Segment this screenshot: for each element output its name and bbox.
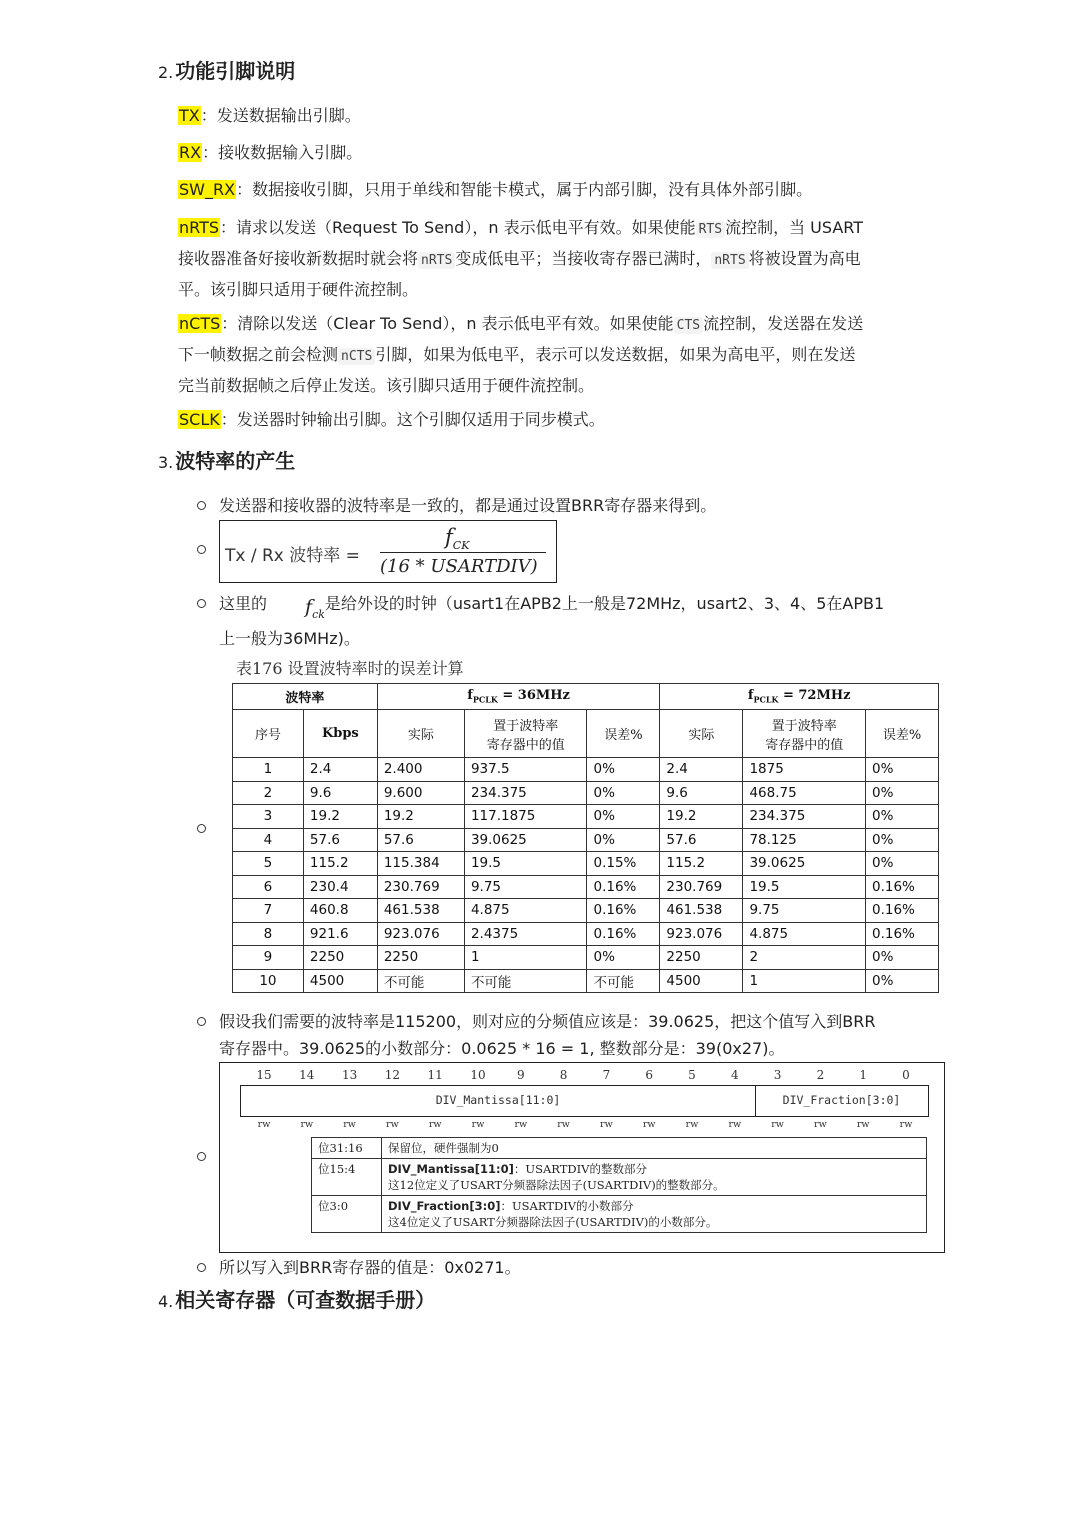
text: 下一帧数据之前会检测 <box>178 345 339 364</box>
bullet-icon <box>197 1017 206 1026</box>
formula-lhs: Tx / Rx 波特率 = <box>225 546 360 566</box>
baud-bullet-3-cont: 上一般为36MHz)。 <box>219 629 360 648</box>
table-cell: 937.5 <box>464 758 587 782</box>
table-cell: 9.600 <box>377 781 464 805</box>
table-cell: 2.4 <box>660 758 743 782</box>
table-row <box>233 969 939 993</box>
bullet-icon <box>197 501 206 510</box>
table-cell: 57.6 <box>377 828 464 852</box>
table-cell: 0% <box>587 828 660 852</box>
pin-desc: ：接收数据输入引脚。 <box>202 143 363 162</box>
table-cell: 0% <box>866 781 939 805</box>
register-field-box <box>240 1085 929 1117</box>
table-cell: 460.8 <box>303 899 377 923</box>
col-header: 误差% <box>587 710 660 758</box>
text: 平。该引脚只适用于硬件流控制。 <box>178 280 419 299</box>
table-cell: 117.1875 <box>464 805 587 829</box>
desc-text <box>382 1196 927 1233</box>
table-row <box>233 828 939 852</box>
table-cell: 57.6 <box>303 828 377 852</box>
table-cell: 0.16% <box>866 922 939 946</box>
desc-pos: 位3:0 <box>312 1196 382 1233</box>
col-header: 误差% <box>866 710 939 758</box>
section-title: 相关寄存器（可查数据手册） <box>175 1288 436 1312</box>
pin-name: TX <box>179 106 200 125</box>
desc-line: ：USARTDIV的整数部分 <box>513 1162 647 1176</box>
table-row <box>233 946 939 970</box>
header-f72 <box>660 684 939 710</box>
text: ：请求以发送（Request To Send），n 表示低电平有效。如果使能 <box>220 218 696 237</box>
pin-rx <box>178 138 362 167</box>
baud-bullet-3 <box>219 589 884 625</box>
table-cell: 3 <box>233 805 304 829</box>
rw-label: rw <box>899 1119 913 1130</box>
table-cell: 2.4 <box>303 758 377 782</box>
text: 这里的 <box>219 594 268 613</box>
table-cell: 923.076 <box>377 922 464 946</box>
desc-text <box>382 1159 927 1196</box>
baud-error-table <box>232 683 939 993</box>
pin-name: SCLK <box>179 410 220 429</box>
table-cell: 19.2 <box>377 805 464 829</box>
table-cell: 19.2 <box>303 805 377 829</box>
text: 流控制，发送器在发送 <box>703 314 864 333</box>
bullet-icon <box>197 545 206 554</box>
table-cell: 6 <box>233 875 304 899</box>
table-cell: 不可能 <box>377 969 464 993</box>
f-value: = 36MHz <box>497 688 570 704</box>
formula-denominator: (16 * USARTDIV) <box>380 556 538 577</box>
table-cell: 7 <box>233 899 304 923</box>
table-cell: 0% <box>587 781 660 805</box>
bit-number: 15 <box>256 1068 272 1082</box>
bit-number: 14 <box>299 1068 315 1082</box>
table-cell: 468.75 <box>743 781 866 805</box>
bit-number: 11 <box>427 1068 443 1082</box>
pin-desc: ：数据接收引脚，只用于单线和智能卡模式，属于内部引脚，没有具体外部引脚。 <box>236 180 813 199</box>
pin-tx <box>178 101 361 130</box>
section-title: 功能引脚说明 <box>175 59 296 83</box>
bit-number: 4 <box>730 1068 739 1082</box>
pin-name: RX <box>179 143 202 162</box>
baud-bullet-5-cont: 寄存器中。39.0625的小数部分：0.0625 * 16 = 1, 整数部分是：39(0x27)。 <box>219 1039 785 1058</box>
rw-label: rw <box>814 1119 827 1130</box>
desc-pos: 位15:4 <box>312 1159 382 1196</box>
table-cell: 39.0625 <box>464 828 587 852</box>
bit-number: 2 <box>816 1068 825 1082</box>
section-number: 3. <box>158 453 174 472</box>
table-cell: 4.875 <box>743 922 866 946</box>
table-cell: 0% <box>587 805 660 829</box>
table-cell: 2250 <box>660 946 743 970</box>
code-nrts: nRTS <box>711 252 748 269</box>
text: 变成低电平；当接收寄存器已满时， <box>455 249 712 268</box>
baud-bullet-7: 所以写入到BRR寄存器的值是：0x0271。 <box>219 1258 521 1277</box>
text: 引脚，如果为低电平，表示可以发送数据，如果为高电平，则在发送 <box>375 345 856 364</box>
table-row <box>233 899 939 923</box>
text: 接收器准备好接收新数据时就会将 <box>178 249 419 268</box>
table-row <box>233 852 939 876</box>
code-rts: RTS <box>696 221 725 238</box>
table-cell: 461.538 <box>660 899 743 923</box>
col-header-line: 置于波特率 <box>493 718 559 734</box>
table-cell: 10 <box>233 969 304 993</box>
rw-label: rw <box>557 1119 570 1130</box>
desc-line: 这4位定义了USART分频器除法因子(USARTDIV)的小数部分。 <box>388 1215 718 1229</box>
desc-bold: DIV_Mantissa[11:0] <box>388 1162 514 1176</box>
table-cell: 9.6 <box>660 781 743 805</box>
formula-numerator <box>445 525 469 552</box>
table-cell: 0.16% <box>866 875 939 899</box>
col-header: Kbps <box>303 710 377 758</box>
table-cell: 78.125 <box>743 828 866 852</box>
table-cell: 2 <box>743 946 866 970</box>
bit-number: 7 <box>602 1068 611 1082</box>
table-cell: 234.375 <box>743 805 866 829</box>
table-cell: 0% <box>866 852 939 876</box>
table-cell: 921.6 <box>303 922 377 946</box>
table-cell: 8 <box>233 922 304 946</box>
table-cell: 0.16% <box>587 899 660 923</box>
table-cell: 115.384 <box>377 852 464 876</box>
desc-line: ：USARTDIV的小数部分 <box>500 1199 634 1213</box>
col-header <box>743 710 866 758</box>
table-cell: 0% <box>866 828 939 852</box>
pin-name: SW_RX <box>179 180 236 199</box>
f-symbol: f <box>305 596 313 618</box>
section-2-heading <box>158 55 295 84</box>
table-row <box>233 758 939 782</box>
section-number: 2. <box>158 63 174 82</box>
table-cell: 0% <box>587 758 660 782</box>
col-header: 实际 <box>660 710 743 758</box>
table-cell: 4500 <box>660 969 743 993</box>
table-cell: 0.16% <box>587 922 660 946</box>
col-header: 实际 <box>377 710 464 758</box>
code-cts: CTS <box>674 317 703 334</box>
table-title: 表176 设置波特率时的误差计算 <box>236 659 464 678</box>
desc-bold: DIV_Fraction[3:0] <box>388 1199 501 1213</box>
baud-bullet-5: 假设我们需要的波特率是115200，则对应的分频值应该是：39.0625，把这个值写入到BRR <box>219 1012 876 1031</box>
table-cell: 9.6 <box>303 781 377 805</box>
table-cell: 230.769 <box>660 875 743 899</box>
bit-number: 3 <box>773 1068 782 1082</box>
bullet-icon <box>197 1152 206 1161</box>
bit-number: 5 <box>688 1068 696 1082</box>
bit-number: 0 <box>902 1068 910 1082</box>
table-cell: 1875 <box>743 758 866 782</box>
field-fraction: DIV_Fraction[3:0] <box>782 1093 901 1107</box>
table-cell: 19.2 <box>660 805 743 829</box>
rw-label: rw <box>257 1119 271 1130</box>
col-header-line: 寄存器中的值 <box>765 737 844 753</box>
table-cell: 57.6 <box>660 828 743 852</box>
brr-register-diagram <box>219 1062 945 1253</box>
table-cell: 4500 <box>303 969 377 993</box>
table-cell: 461.538 <box>377 899 464 923</box>
table-cell: 19.5 <box>743 875 866 899</box>
rw-label: rw <box>728 1119 742 1130</box>
f-symbol: f <box>747 688 754 704</box>
bit-number: 6 <box>645 1068 653 1082</box>
table-cell: 230.4 <box>303 875 377 899</box>
desc-line: 这12位定义了USART分频器除法因子(USARTDIV)的整数部分。 <box>388 1178 725 1192</box>
pin-nrts <box>178 213 863 304</box>
rw-label: rw <box>856 1119 870 1130</box>
rw-label: rw <box>600 1119 613 1130</box>
rw-label: rw <box>685 1119 699 1130</box>
pin-sclk <box>178 405 605 434</box>
table-cell: 0% <box>866 805 939 829</box>
pin-swrx <box>178 175 812 204</box>
rw-row <box>220 1119 944 1131</box>
table-cell: 1 <box>743 969 866 993</box>
f-subscript: CK <box>452 539 470 553</box>
bit-number: 13 <box>341 1068 358 1082</box>
table-cell: 1 <box>233 758 304 782</box>
table-cell: 9.75 <box>743 899 866 923</box>
f-symbol: f <box>445 525 453 549</box>
f-subscript: ck <box>312 607 325 621</box>
pin-desc: ：发送器时钟输出引脚。这个引脚仅适用于同步模式。 <box>220 410 605 429</box>
table-cell: 230.769 <box>377 875 464 899</box>
pin-ncts <box>178 309 863 400</box>
fraction-bar <box>380 552 546 553</box>
bit-number: 9 <box>516 1068 525 1082</box>
rw-label: rw <box>471 1119 485 1130</box>
bullet-icon <box>197 1263 206 1272</box>
bit-number: 8 <box>559 1068 568 1082</box>
table-cell: 2 <box>233 781 304 805</box>
table-cell: 1 <box>464 946 587 970</box>
code-ncts: nCTS <box>338 348 375 365</box>
table-cell: 9 <box>233 946 304 970</box>
text: 完当前数据帧之后停止发送。该引脚只适用于硬件流控制。 <box>178 376 595 395</box>
table-cell: 0% <box>866 946 939 970</box>
header-f36 <box>377 684 660 710</box>
bit-number: 1 <box>859 1068 867 1082</box>
f-symbol: f <box>467 688 473 704</box>
col-header-line: 寄存器中的值 <box>486 737 565 753</box>
register-desc-table <box>311 1137 927 1233</box>
table-cell: 0% <box>866 969 939 993</box>
table-cell: 2.4375 <box>464 922 587 946</box>
rw-label: rw <box>343 1119 356 1130</box>
pin-name: nCTS <box>179 314 221 333</box>
bullet-icon <box>197 824 206 833</box>
table-cell: 923.076 <box>660 922 743 946</box>
bit-numbers <box>220 1068 944 1084</box>
table-cell: 39.0625 <box>743 852 866 876</box>
bit-number: 10 <box>470 1068 486 1082</box>
col-header <box>464 710 587 758</box>
desc-text: 保留位，硬件强制为0 <box>382 1138 927 1159</box>
bit-number: 12 <box>384 1068 401 1082</box>
table-cell: 2250 <box>377 946 464 970</box>
table-cell: 19.5 <box>464 852 587 876</box>
table-cell: 0% <box>587 946 660 970</box>
desc-pos: 位31:16 <box>312 1138 382 1159</box>
table-cell: 234.375 <box>464 781 587 805</box>
col-header-line: 置于波特率 <box>771 718 837 734</box>
table-cell: 2.400 <box>377 758 464 782</box>
table-cell: 不可能 <box>587 969 660 993</box>
text: 是给外设的时钟（usart1在APB2上一般是72MHz，usart2、3、4、5在APB1 <box>324 594 885 613</box>
table-cell: 不可能 <box>464 969 587 993</box>
section-title: 波特率的产生 <box>175 449 296 473</box>
table-cell: 2250 <box>303 946 377 970</box>
rw-label: rw <box>386 1119 399 1130</box>
table-cell: 9.75 <box>464 875 587 899</box>
table-cell: 4 <box>233 828 304 852</box>
f-subscript: PCLK <box>472 694 498 705</box>
section-3-heading <box>158 445 295 474</box>
text: 将被设置为高电 <box>748 249 861 268</box>
rw-label: rw <box>771 1119 784 1130</box>
text: ：清除以发送（Clear To Send），n 表示低电平有效。如果使能 <box>221 314 674 333</box>
table-cell: 115.2 <box>303 852 377 876</box>
table-body <box>233 758 939 993</box>
table-cell: 115.2 <box>660 852 743 876</box>
field-mantissa: DIV_Mantissa[11:0] <box>435 1093 561 1107</box>
f-subscript: PCLK <box>753 694 779 705</box>
code-nrts: nRTS <box>418 252 455 269</box>
table-row <box>233 781 939 805</box>
formula-box <box>219 520 557 583</box>
rw-label: rw <box>642 1119 656 1130</box>
table-row <box>233 805 939 829</box>
pin-name: nRTS <box>179 218 220 237</box>
text: 流控制，当 USART <box>725 218 863 237</box>
bullet-icon <box>197 599 206 608</box>
section-4-heading <box>158 1284 435 1313</box>
table-row <box>233 875 939 899</box>
baud-bullet-1: 发送器和接收器的波特率是一致的，都是通过设置BRR寄存器来得到。 <box>219 496 717 515</box>
rw-label: rw <box>428 1119 442 1130</box>
section-number: 4. <box>158 1292 174 1311</box>
table-row <box>233 922 939 946</box>
header-baud: 波特率 <box>233 684 378 710</box>
table-cell: 0% <box>866 758 939 782</box>
table-cell: 0.16% <box>866 899 939 923</box>
table-cell: 5 <box>233 852 304 876</box>
table-cell: 0.15% <box>587 852 660 876</box>
table-cell: 0.16% <box>587 875 660 899</box>
rw-label: rw <box>514 1119 528 1130</box>
rw-label: rw <box>300 1119 314 1130</box>
col-header: 序号 <box>233 710 304 758</box>
f-value: = 72MHz <box>778 688 851 704</box>
pin-desc: ：发送数据输出引脚。 <box>200 106 361 125</box>
table-cell: 4.875 <box>464 899 587 923</box>
